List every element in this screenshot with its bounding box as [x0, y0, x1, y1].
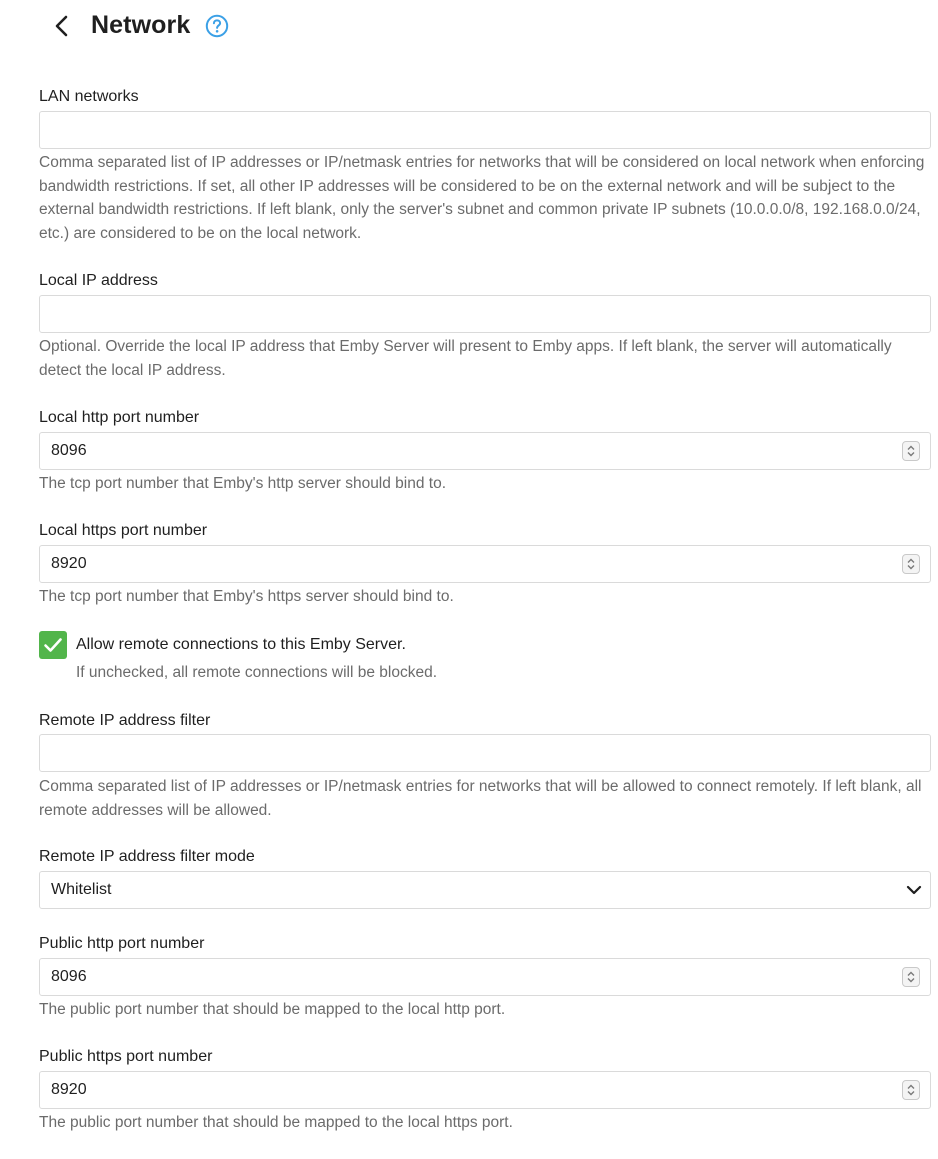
local-ip-help: Optional. Override the local IP address that Emby Server will present to Emby apps. If left blank, the server will automatically detect the local IP address. [39, 338, 892, 379]
remote-ip-filter-input[interactable] [39, 734, 931, 772]
public-http-port-stepper[interactable] [902, 967, 920, 987]
lan-networks-input[interactable] [39, 111, 931, 149]
remote-ip-filter-mode-select[interactable] [39, 871, 931, 909]
local-http-port-help: The tcp port number that Emby's http server should bind to. [39, 475, 447, 492]
public-http-port-label: Public http port number [39, 935, 205, 952]
local-ip-label: Local IP address [39, 272, 158, 289]
public-https-port-label: Public https port number [39, 1048, 213, 1065]
public-http-port-input[interactable] [39, 958, 931, 996]
local-http-port-input[interactable] [39, 432, 931, 470]
back-button[interactable] [46, 10, 76, 42]
lan-networks-help: Comma separated list of IP addresses or IP/netmask entries for networks that will be considered on local network when enforcing bandwidth restrictions. If set, all other IP addresses will be considered to be on the external network and will be subject to the external bandwidth restrictions. If left blank, only the server's subnet and common private IP subnets (10.0.0.0/8, 192.168.0.0/24, etc.) are considered to be on the local network. [39, 154, 925, 243]
up-down-arrows-icon [906, 970, 916, 984]
chevron-left-icon [46, 10, 76, 42]
local-https-port-stepper[interactable] [902, 554, 920, 574]
local-https-port-label: Local https port number [39, 522, 208, 539]
help-button[interactable] [205, 14, 229, 38]
remote-ip-filter-label: Remote IP address filter [39, 712, 211, 729]
public-http-port-value: 8096 [51, 968, 87, 985]
local-http-port-label: Local http port number [39, 409, 200, 426]
public-https-port-input[interactable] [39, 1071, 931, 1109]
public-https-port-stepper[interactable] [902, 1080, 920, 1100]
chevron-down-icon [906, 883, 922, 897]
up-down-arrows-icon [906, 557, 916, 571]
up-down-arrows-icon [906, 1083, 916, 1097]
local-https-port-input[interactable] [39, 545, 931, 583]
up-down-arrows-icon [906, 444, 916, 458]
question-circle-icon [205, 14, 229, 38]
public-http-port-help: The public port number that should be mapped to the local http port. [39, 1001, 506, 1018]
local-ip-input[interactable] [39, 295, 931, 333]
checkmark-icon [43, 636, 63, 654]
local-https-port-help: The tcp port number that Emby's https server should bind to. [39, 588, 454, 605]
allow-remote-help: If unchecked, all remote connections will be blocked. [76, 664, 438, 681]
lan-networks-label: LAN networks [39, 88, 139, 105]
local-http-port-stepper[interactable] [902, 441, 920, 461]
allow-remote-label[interactable]: Allow remote connections to this Emby Server. [76, 636, 406, 653]
remote-ip-filter-help: Comma separated list of IP addresses or IP/netmask entries for networks that will be allowed to connect remotely. If left blank, all remote addresses will be allowed. [39, 778, 922, 819]
remote-ip-filter-mode-label: Remote IP address filter mode [39, 848, 255, 865]
page-title: Network [91, 11, 191, 39]
allow-remote-checkbox[interactable] [39, 631, 67, 659]
local-https-port-value: 8920 [51, 555, 87, 572]
public-https-port-help: The public port number that should be mapped to the local https port. [39, 1114, 513, 1131]
page-header [0, 0, 938, 56]
remote-ip-filter-mode-value: Whitelist [51, 881, 112, 898]
local-http-port-value: 8096 [51, 442, 87, 459]
public-https-port-value: 8920 [51, 1081, 87, 1098]
